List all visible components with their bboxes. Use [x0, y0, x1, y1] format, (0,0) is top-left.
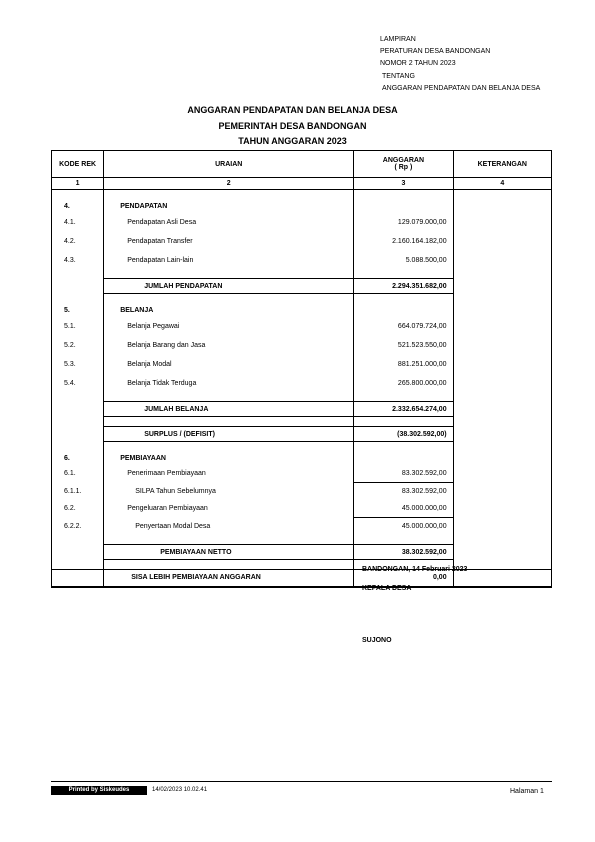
- footer-divider: [51, 781, 552, 782]
- signature-place-date: BANDONGAN, 14 Februari 2023: [362, 566, 468, 573]
- uraian-cell: Pendapatan Lain-lain: [104, 251, 354, 269]
- lampiran-subject: ANGGARAN PENDAPATAN DAN BELANJA DESA: [382, 85, 541, 92]
- table-row: [52, 402, 552, 417]
- header-uraian: URAIAN: [104, 151, 354, 178]
- col-number-3: 3: [354, 178, 453, 190]
- lampiran-regulation: PERATURAN DESA BANDONGAN: [380, 48, 491, 55]
- table-row: [52, 355, 552, 374]
- header-keterangan: KETERANGAN: [453, 151, 551, 178]
- fiscal-year-title: TAHUN ANGGARAN 2023: [238, 136, 347, 146]
- kode-cell: 4.: [52, 199, 104, 213]
- table-row: [52, 517, 552, 535]
- table-row: [52, 374, 552, 392]
- anggaran-cell: 521.523.550,00: [354, 336, 453, 355]
- anggaran-cell: 83.302.592,00: [354, 465, 453, 482]
- col-number-2: 2: [104, 178, 354, 190]
- kode-cell: 6.1.1.: [52, 482, 104, 500]
- kode-cell: 6.1.: [52, 465, 104, 482]
- uraian-cell: PENDAPATAN: [104, 199, 354, 213]
- table-row: [52, 427, 552, 442]
- kode-cell: 6.2.: [52, 500, 104, 517]
- netto-value: 38.302.592,00: [354, 545, 453, 560]
- uraian-cell: Belanja Tidak Terduga: [104, 374, 354, 392]
- kode-cell: 5.: [52, 303, 104, 317]
- uraian-cell: Pendapatan Transfer: [104, 231, 354, 251]
- silpa-akhir-value: 0,00: [354, 570, 453, 587]
- header-anggaran-label: ANGGARAN: [382, 157, 425, 164]
- table-row: [52, 213, 552, 231]
- table-row: [52, 500, 552, 517]
- kode-cell: 5.3.: [52, 355, 104, 374]
- header-kode-rek: KODE REK: [52, 151, 104, 178]
- anggaran-cell: 881.251.000,00: [354, 355, 453, 374]
- uraian-cell: Penyertaan Modal Desa: [104, 517, 354, 535]
- header-anggaran-unit: ( Rp ): [394, 164, 413, 171]
- table-row: [52, 317, 552, 336]
- total-value: 2.294.351.682,00: [354, 279, 453, 294]
- kode-cell: 5.1.: [52, 317, 104, 336]
- table-row: [52, 231, 552, 251]
- total-label: JUMLAH BELANJA: [104, 402, 354, 417]
- printed-by-badge: Printed by Siskeudes: [51, 786, 147, 795]
- kode-cell: 6.2.2.: [52, 517, 104, 535]
- print-date: 14/02/2023 10.02.41: [152, 787, 208, 793]
- government-title: PEMERINTAH DESA BANDONGAN: [218, 121, 367, 131]
- anggaran-cell: 83.302.592,00: [354, 482, 453, 500]
- table-row: [52, 279, 552, 294]
- table-row: [52, 199, 552, 213]
- table-row: [52, 336, 552, 355]
- document-title: ANGGARAN PENDAPATAN DAN BELANJA DESA: [187, 105, 398, 115]
- anggaran-cell: 129.079.000,00: [354, 213, 453, 231]
- table-row: [52, 545, 552, 560]
- anggaran-cell: 45.000.000,00: [354, 500, 453, 517]
- lampiran-tentang: TENTANG: [382, 73, 415, 80]
- surplus-label: SURPLUS / (DEFISIT): [104, 427, 354, 442]
- netto-label: PEMBIAYAAN NETTO: [104, 545, 354, 560]
- budget-table: [51, 150, 552, 588]
- uraian-cell: BELANJA: [104, 303, 354, 317]
- uraian-cell: Belanja Modal: [104, 355, 354, 374]
- total-label: JUMLAH PENDAPATAN: [104, 279, 354, 294]
- kode-cell: 4.3.: [52, 251, 104, 269]
- uraian-cell: Belanja Pegawai: [104, 317, 354, 336]
- anggaran-cell: 664.079.724,00: [354, 317, 453, 336]
- table-row: [52, 303, 552, 317]
- col-number-4: 4: [453, 178, 551, 190]
- kode-cell: 4.2.: [52, 231, 104, 251]
- lampiran-label: LAMPIRAN: [380, 36, 416, 43]
- silpa-akhir-label: SISA LEBIH PEMBIAYAAN ANGGARAN: [104, 570, 354, 587]
- anggaran-cell: 45.000.000,00: [354, 517, 453, 535]
- signature-name: SUJONO: [362, 637, 392, 644]
- anggaran-cell: 5.088.500,00: [354, 251, 453, 269]
- kode-cell: 5.2.: [52, 336, 104, 355]
- surplus-value: (38.302.592,00): [354, 427, 453, 442]
- kode-cell: 6.: [52, 451, 104, 465]
- anggaran-cell: 2.160.164.182,00: [354, 231, 453, 251]
- kode-cell: 4.1.: [52, 213, 104, 231]
- uraian-cell: PEMBIAYAAN: [104, 451, 354, 465]
- table-row: [52, 451, 552, 465]
- uraian-cell: Pendapatan Asli Desa: [104, 213, 354, 231]
- kode-cell: 5.4.: [52, 374, 104, 392]
- total-value: 2.332.654.274,00: [354, 402, 453, 417]
- uraian-cell: Belanja Barang dan Jasa: [104, 336, 354, 355]
- uraian-cell: Pengeluaran Pembiayaan: [104, 500, 354, 517]
- uraian-cell: SILPA Tahun Sebelumnya: [104, 482, 354, 500]
- table-row: [52, 465, 552, 482]
- lampiran-number: NOMOR 2 TAHUN 2023: [380, 60, 456, 67]
- anggaran-cell: 265.800.000,00: [354, 374, 453, 392]
- uraian-cell: Penerimaan Pembiayaan: [104, 465, 354, 482]
- table-row: [52, 482, 552, 500]
- table-row: [52, 251, 552, 269]
- signature-position: KEPALA DESA: [362, 585, 412, 592]
- page-number: Halaman 1: [510, 788, 544, 795]
- table-row: [52, 570, 552, 587]
- col-number-1: 1: [52, 178, 104, 190]
- header-anggaran: [354, 151, 453, 178]
